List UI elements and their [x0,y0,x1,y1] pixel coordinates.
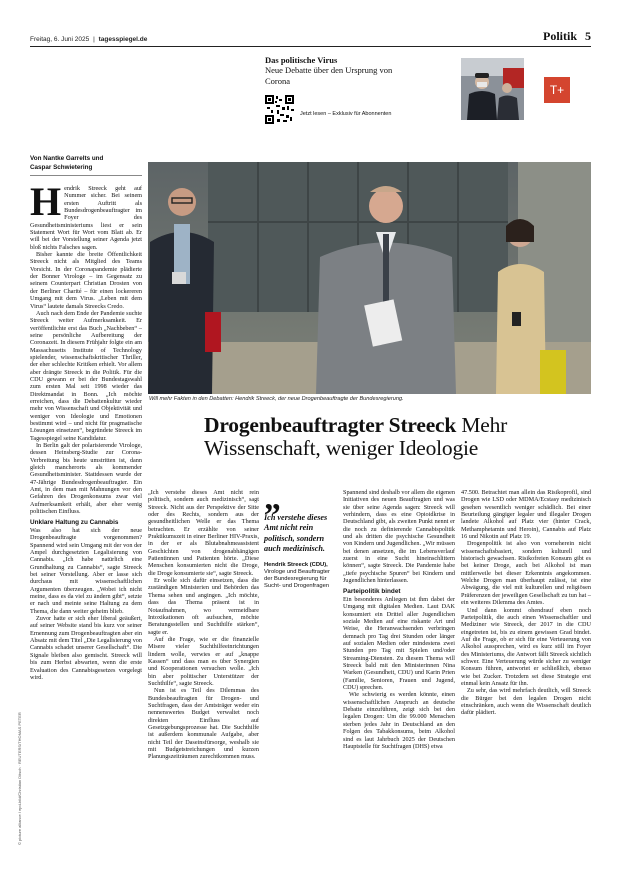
left-column [30,179,142,681]
column-4 [343,489,455,750]
subheading-cannabis: Unklare Haltung zu Cannabis [30,519,119,527]
byline-rule [30,175,142,176]
streeck-photo-image [148,162,591,394]
paragraph: Und dann kommt ohendrauf eben noch Parteipolitik, die auch einen Wissenschaftler und Mediziner wie Streeck, der 2017 in die CDU eingetreten ist, bis zu einem gewissen Grad bindet. Auf die Frage, ob er sich für eine Verteuerung von Alkohol aussprechen, wird es kurz still im Foyer des Ministeriums, die Antwort fällt Streeck sichtlich schwer. Eine Verteuerung würde sicher zu weniger Konsum führen, antwortet er schließlich, ebenso wie bei Zucker. Trotzdem sei diese Strategie erst einmal kein Ansatz für ihn. [461,606,591,687]
paragraph: Auf die Frage, wie er die finanzielle Misere vieler Suchthilfeeinrichtungen lindern wolle, verwies er auf „knappe Kassen“ und dass man es über Synergien und Kooperationen versuchen wolle. „Ich bin aber politischer Unterstützer der Suchthilfe“, sagte Streeck. [148,635,259,687]
plus-badge[interactable] [543,76,571,104]
subheading-parteipolitik: Parteipolitik bindet [343,588,401,596]
intro-text: endrik Streeck geht auf Nummer sicher. Bei seinem ersten Auftritt als Bundesdrogenbeauftragter im Foyer des Gesundheitsministeriums liest er sein Statement Wort für Wort vom Blatt ab. Er will bei der Vorstellung seiner Agenda jetzt bloß nichts Falsches sagen. [30,185,142,251]
masthead-date [30,36,147,43]
plus-badge-label: T+ [549,83,565,97]
paragraph: Zu sehr, das wird mehrfach deutlich, will Streeck die Bürger bei den legalen Drogen nicht einschränken, auch wenn die Wissenschaft deutlich dafür plädiert. [461,687,591,717]
byline-line-1: Von Nantke Garrelts und [30,155,104,162]
headline-bold: Drogenbeauftragter Streeck [204,413,457,437]
paragraph: 47.500. Betrachtet man allein das Risikoprofil, sind Drogen wie LSD oder MDMA/Ecstasy medizinisch gesehen wesentlich weniger schädlich. Bei einer Beurteilung gängiger legaler und illegaler Drogen landete Alkohol auf Platz vier (hinter Crack, Methamphetamin und Heroin), Cannabis auf Platz 16 und Nikotin auf Platz 19. [461,489,591,541]
section-header [543,29,591,44]
page-number: 5 [585,29,591,43]
quote-mark-icon: „ [264,480,281,517]
qr-code-icon[interactable] [265,95,294,124]
paragraph: Drogenpolitik ist also von vorneherein nicht wissenschaftsbasiert, sondern kulturell und historisch gewachsen. Risikofreien Konsum gibt es bei keiner Droge, auch bei Alkohol ist man mittlerweile bei dieser Erkenntnis angekommen. Welche Drogen man überhaupt zulässt, ist eine Abwägung, die viel mit kulturellen und religiösen Präferenzen der jeweiligen Gesellschaft zu tun hat – ein weiteres Dilemma des Amtes. [461,540,591,607]
main-photo [148,162,591,394]
masked-officers-image [461,58,524,120]
paragraph: Er wolle sich dafür einsetzen, dass die zuständigen Ministerien und Behörden das Thema sehen und angingen. „Ich möchte, dass das Thema präsent ist in Notaufnahmen, wo vermeidbare Intoxikationen oft aufsuchen, möchte Beratungsstellen und Suchthilfe stärken“, sagte er. [148,577,259,636]
paragraph: Was also hat sich der neue Drogenbeauftragte vorgenommen? Spannend wird sein Umgang mit der von der Ampel durchgesetzten Legalisierung von Cannabis. „Ich habe natürlich eine Grundhaltung zu Cannabis“, sagte Streeck bei seiner Vorstellung. Aber er lasse sich durchaus mit wissenschaftlichen Argumenten überzeugen. „Wobei ich nicht meine, dass es da viel zu ändern gibt“, setzte er nach und meinte seine Haltung zu dem Thema, die dann weiter geheim blieb. [30,526,142,615]
byline [30,155,103,172]
article-headline [204,414,592,460]
paragraph: „Ich verstehe dieses Amt nicht rein politisch, sondern auch medizinisch“, sagt Streeck. Nicht aus der Perspektive der Sitte oder des Rechts, sondern aus der gesundheitlichen Welle er das Thema betrachten. Er erzählte von seiner Praktikumszeit in einer Berliner HIV-Praxis, in der er als Blutabnahmeassistent Geschichten von drogenabhängigen Patientinnen und Patienten hörte. „Diese Menschen konsumierten nicht die Droge, die Droge konsumierte sie“, sagte Streeck. [148,489,259,577]
headline-light: Mehr Wissenschaft, weniger Ideologie [204,413,508,460]
paragraph: Ein besonderes Anliegen ist ihm dabei der Umgang mit digitalen Medien. Laut DAK konsumiert ein Drittel aller Jugendlichen soziale Medien auf eine riskante Art und Weise, die Heranwachsenden verbringen demnach pro Tag drei Stunden oder länger auf sozialen Medien oder mindestens zwei Stunden pro Tag mit Spielen und/oder Streaming-Diensten. Zu diesem Thema will Streeck bald mit den Ministerinnen Nina Warken (Gesundheit, CDU) und Karin Prien (Familie, Senioren, Frauen und Jugend, CDU) sprechen. [343,595,455,692]
issue-date: Freitag, 6. Juni 2025 [30,36,90,43]
teaser-headline: Neue Debatte über den Ursprung von Corona [265,65,393,86]
column-5 [461,489,591,717]
paragraph: In Berlin galt der polarisierende Virologe, dessen Heinsberg-Studie zur Corona-Verbreitung bis heute umstritten ist, dann gleich mancherorts als kommender Gesundheitsminister. Stattdessen wurde der 47-Jährige Bundesdrogenbeauftragter. Ein Amt, in dem man mit Mahnungen vor den Gefahren des Drogenkonsums zwar viel Aufmerksamkeit erhält, aber eher wenig politischen Einfluss. [30,442,142,516]
masthead-divider: | [93,36,95,43]
byline-line-2: Caspar Schwietering [30,163,93,171]
column-2 [148,489,259,761]
quote-author: Hendrik Streeck (CDU), [264,562,328,569]
paragraph: Wie schwierig es werden könnte, einen wissenschaftlichen Anspruch an deutsche Debatte einzuführen, zeigt sich bei den legalen Drogen: Um die 99.000 Menschen sterben jedes Jahr in Deutschland an den Folgen des Tabakkonsums, beim Alkohol sind es laut Jahrbuch 2025 der Deutschen Hauptstelle für Suchtfragen (DHS) etwa [343,691,455,750]
photo-credit: © picture alliance / epd-bild/Christian Ditsch · REUTERS/THOMAS PETER [17,712,22,845]
paragraph: Zuvor hatte er sich eher liberal geäußert, auf seiner Website stand bis kurz vor seiner Ernennung zum Drogenbeauftragten aber ein Absatz mit dem Titel „Die Legalisierung von Cannabis schadet unserer Gesellschaft“. Die Signale bleiben also gemischt. Streeck will bis zum Herbst abwarten, wenn die erste Evaluation des Cannabisgesetzes vorgelegt wird. [30,615,142,681]
paragraph: Bisher kannte die breite Öffentlichkeit Streeck nicht als Mitglied des Teams Vorsicht. In der Coronapandemie plädierte der Bonner Virologe – im Gegensatz zu seinem Counterpart Christian Drosten von der Berliner Charité – für einen lockereren Umgang mit dem Virus. „Leben mit dem Virus“ lautete damals Streecks Credo. [30,251,142,310]
pull-quote [264,480,338,590]
intro-paragraph [30,179,142,251]
paragraph: Spannend sind deshalb vor allem die eigenen Initiativen des neuen Beauftragten und was sie über seine Agenda sagen: Streeck will verhindern, dass es eine Opioidkrise in Deutschland gibt, als zweiten Punkt nennt er die noch zu definierende Cannabispolitik und als dritten die psychische Gesundheit von Kindern und Jugendlichen. „Wir müssen bei denen ansetzen, die im Lebensverlauf zuerst in eine Sucht hineinschlittern können“, sagte Streeck. Die Pandemie habe „tiefe psychische Spuren“ bei Kindern und Jugendlichen hinterlassen. [343,489,455,585]
section-name: Politik [542,29,577,43]
paragraph: Nun ist es Teil des Dilemmas des Bundesbeauftragten für Drogen- und Suchtfragen, dass der Amtsträger weder ein nennenswertes Budget verwaltet noch direkten Einfluss auf Gesetzgebungsprozesse hat. Die Suchthilfe ist außerdem kommunale Aufgabe, aber nicht Teil der Daseinsfürsorge, weshalb sie mit Budgetstreichungen und kurzen Planungszeiträumen zurechtkommen muss. [148,687,259,761]
drop-cap: H [30,179,62,224]
quote-text: Ich verstehe dieses Amt nicht rein politisch, sondern auch medizinisch. [264,513,328,553]
teaser-cta[interactable]: Jetzt lesen – Exklusiv für Abonnenten [300,111,392,117]
site-url[interactable]: tagesspiegel.de [98,36,148,43]
photo-caption: Will mehr Fakten in den Debatten: Hendrik Streeck, der neue Drogenbeauftragte der Bundesregierung. [149,396,404,402]
masthead-rule [30,46,591,47]
teaser-box[interactable] [265,55,460,125]
teaser-kicker: Das politische Virus [265,55,338,65]
quote-role: Virologe und Beauftragter der Bundesregierung für Sucht- und Drogenfragen [264,569,330,590]
teaser-photo[interactable] [461,58,524,120]
paragraph: Auch nach dem Ende der Pandemie suchte Streeck weiter Aufmerksamkeit. Er veröffentlichte erst das Buch „Nachbeben“ – seine persönliche Aufbereitung der Coronazeit. In diesem Frühjahr folgte ein am Massachusetts Institute of Technology spielender, wissenschaftskritischer Thriller, der eher schlechte Kritiken erhielt. Vor allem aber drängte Streeck in die Politik. Für die CDU gewann er bei der Bundestagswahl zum ersten Mal seit 1998 wieder das Direktmandat in Bonn. „Ich möchte erreichen, dass die Debattenkultur wieder mehr von Wissenschaft und Objektivität und weniger von Ideologie und Emotionen bestimmt wird – und nicht für pragmatische Lösungen einsetzen“, begründete Streeck im Tagesspiegel seine Kandidatur. [30,309,142,442]
